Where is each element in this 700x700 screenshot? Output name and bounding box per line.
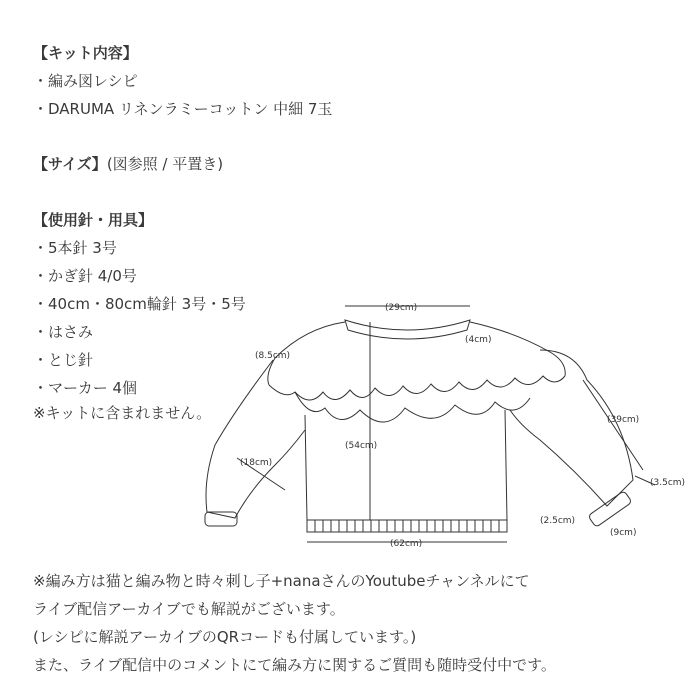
yoke-outline — [268, 322, 565, 385]
tools-item: ・40cm・80cm輪針 3号・5号 — [33, 295, 246, 313]
kit-item: ・DARUMA リネンラミーコットン 中細 7玉 — [33, 100, 333, 118]
sleeve-label: (39cm) — [607, 415, 640, 425]
width-label: (62cm) — [390, 539, 423, 549]
sleeve-measure-line — [583, 380, 643, 470]
sleeve-upper-label: (18cm) — [240, 458, 273, 468]
body-outline — [305, 410, 507, 520]
tools-item: ・5本針 3号 — [33, 239, 117, 257]
size-title: 【サイズ】 — [33, 155, 107, 173]
length-label: (54cm) — [345, 441, 378, 451]
kit-item: ・編み図レシピ — [33, 72, 138, 90]
kit-title: 【キット内容】 — [33, 44, 138, 62]
cuff-width-label: (9cm) — [610, 528, 637, 538]
footer-line: (レシピに解説アーカイブのQRコードも付属しています。) — [33, 628, 417, 646]
size-note: (図参照 / 平置き) — [106, 155, 224, 173]
neck-small-label: (4cm) — [465, 335, 492, 345]
left-cuff — [205, 512, 237, 526]
ruffle-lower — [295, 392, 530, 422]
shoulder-label: (8.5cm) — [255, 351, 291, 361]
hem-rib-texture — [315, 520, 499, 532]
ruffle — [269, 376, 565, 400]
footer-line: ライブ配信アーカイブでも解説がございます。 — [33, 600, 345, 618]
cuff-height-label: (3.5cm) — [650, 478, 686, 488]
neck-label: (29cm) — [385, 303, 418, 313]
footer-line: ※編み方は猫と編み物と時々刺し子+nanaさんのYoutubeチャンネルにて — [33, 572, 530, 590]
footer-line: また、ライブ配信中のコメントにて編み方に関するご質問も随時受付中です。 — [33, 656, 556, 674]
tools-item: ・かぎ針 4/0号 — [33, 267, 137, 285]
tools-item: ・はさみ — [33, 323, 94, 341]
left-sleeve — [206, 360, 305, 518]
tools-title: 【使用針・用具】 — [33, 211, 154, 229]
tools-item: ・マーカー 4個 — [33, 379, 138, 397]
neck-band — [345, 320, 470, 339]
right-cuff — [588, 491, 632, 528]
tools-item: ・とじ針 — [33, 351, 94, 369]
sweater-diagram — [195, 280, 686, 570]
hem-height-label: (2.5cm) — [540, 516, 576, 526]
tools-notice: ※キットに含まれません。 — [33, 404, 212, 422]
hem-rib — [307, 520, 507, 532]
